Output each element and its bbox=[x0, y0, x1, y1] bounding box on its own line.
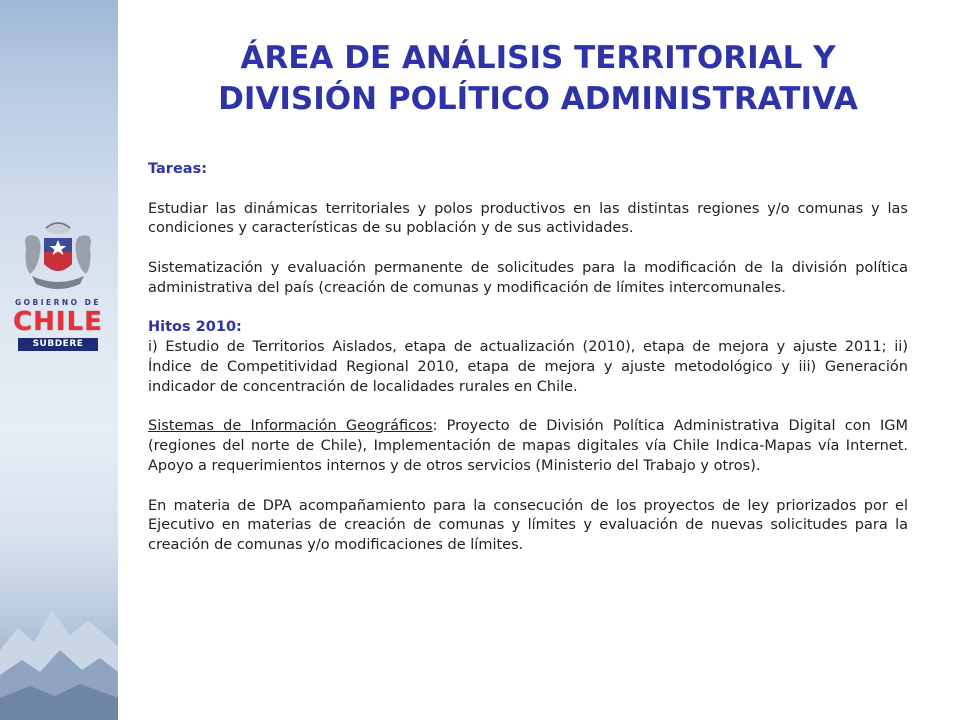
mountain-background bbox=[0, 580, 118, 720]
hitos-heading: Hitos 2010: bbox=[148, 319, 242, 336]
title-line-1: ÁREA DE ANÁLISIS TERRITORIAL Y bbox=[240, 40, 836, 76]
tareas-paragraph-1: Estudiar las dinámicas territoriales y polos productivos en las distintas regiones y/o comunas y las condiciones y características de su población y de sus actividades. bbox=[148, 200, 908, 237]
tareas-heading: Tareas: bbox=[148, 161, 208, 177]
gobierno-de-label: GOBIERNO DE bbox=[14, 298, 102, 307]
chile-wordmark: CHILE bbox=[13, 307, 103, 337]
dpa-paragraph: En materia de DPA acompañamiento para la consecución de los proyectos de ley priorizados por el Ejecutivo en materias de creación de comunas y límites y evaluación de nuevas solicitudes para la creación de comunas y/o modificaciones de límites. bbox=[148, 497, 908, 554]
main-content bbox=[148, 160, 908, 556]
sig-paragraph bbox=[148, 417, 908, 476]
hitos-paragraph: i) Estudio de Territorios Aislados, etapa de actualización (2010), etapa de mejora y ajuste 2011; ii) Índice de Competitividad Regional 2010, etapa de mejora y ajuste metodológico y iii) Generación indicador de concentración de localidades rurales en Chile. bbox=[148, 339, 908, 395]
chile-coat-of-arms-icon bbox=[16, 218, 100, 296]
spacer bbox=[148, 477, 908, 497]
spacer bbox=[148, 299, 908, 319]
sig-label: Sistemas de Información Geográficos bbox=[148, 418, 433, 435]
spacer bbox=[148, 398, 908, 418]
gobierno-de-chile-logo bbox=[8, 218, 108, 350]
tareas-paragraph-2: Sistematización y evaluación permanente de solicitudes para la modificación de la división política administrativa del país (creación de comunas y modificación de límites intercomunales. bbox=[148, 259, 908, 296]
sidebar-panel bbox=[0, 0, 118, 720]
page-title bbox=[130, 38, 946, 120]
subdere-badge: SUBDERE bbox=[18, 338, 98, 351]
title-line-2: DIVISIÓN POLÍTICO ADMINISTRATIVA bbox=[218, 81, 858, 117]
spacer bbox=[148, 239, 908, 259]
spacer bbox=[148, 180, 908, 200]
sig-text: : Proyecto de División Política Administrativa Digital con IGM (regiones del norte de Chile), Implementación de mapas digitales vía Chile Indica-Mapas vía Internet. Apoyo a requerimientos internos y de otros servicios (Ministerio del Trabajo y otros). bbox=[148, 418, 909, 474]
